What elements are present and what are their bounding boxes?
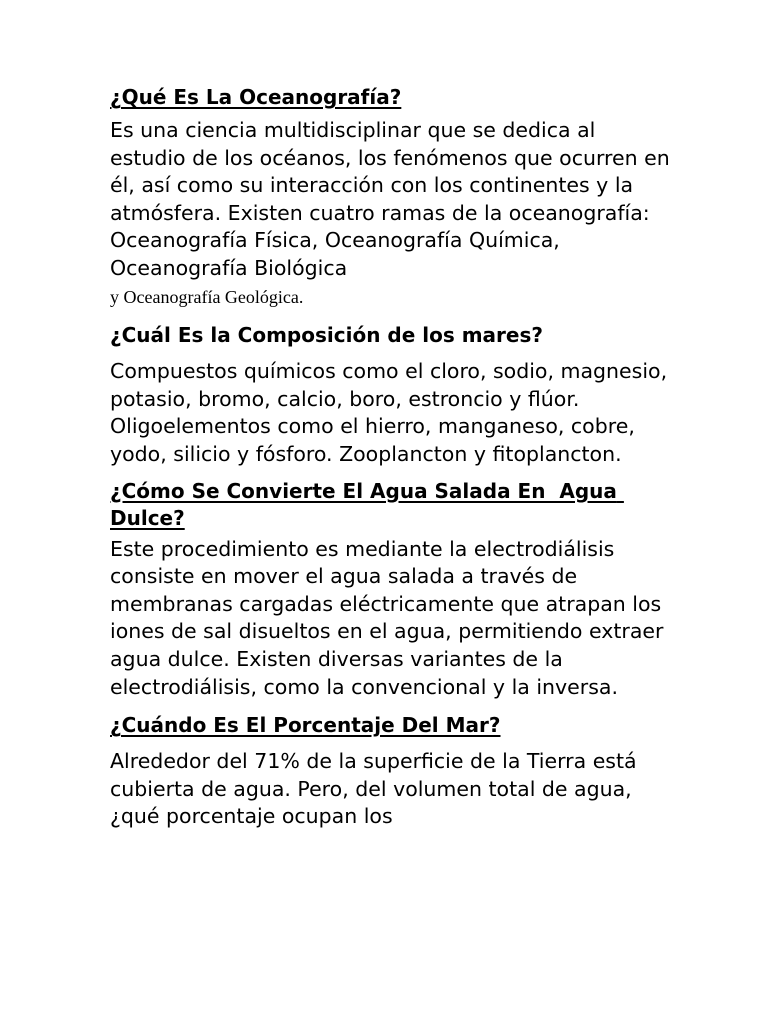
- document-body: [110, 84, 670, 831]
- section-paragraph-porcentaje: Alrededor del 71% de la superficie de la Tierra está cubierta de agua. Pero, del volumen total de agua, ¿qué porcentaje ocupan los: [110, 749, 637, 829]
- section-paragraph-agua-dulce: Este procedimiento es mediante la electrodiálisis consiste en mover el agua salada a través de membranas cargadas eléctricamente que atrapan los iones de sal disueltos en el agua, permitiendo extraer agua dulce. Existen diversas variantes de la electrodiálisis, como la convencional y la inversa.: [110, 536, 664, 699]
- section-paragraph-oceanografia: [110, 117, 670, 311]
- section-heading-oceanografia: ¿Qué Es La Oceanografía?: [110, 85, 402, 109]
- paragraph-text: Es una ciencia multidisciplinar que se dedica al estudio de los océanos, los fenómenos que ocurren en él, así como su interacción con los continentes y la atmósfera. Existen cuatro ramas de la oceanografía: Oceanografía Física, Oceanografía Química, Oceanografía Biológica: [110, 118, 670, 280]
- section-heading-composicion: ¿Cuál Es la Composición de los mares?: [110, 323, 543, 348]
- section-heading-agua-dulce: ¿Cómo Se Convierte El Agua Salada En Agua Dulce?: [110, 478, 624, 530]
- paragraph-text-tail: y Oceanografía Geológica.: [110, 286, 304, 307]
- section-paragraph-composicion: Compuestos químicos como el cloro, sodio, magnesio, potasio, bromo, calcio, boro, estroncio y flúor. Oligoelementos como el hierro, manganeso, cobre, yodo, silicio y fósforo. Zooplancton y fitoplancton.: [110, 359, 668, 466]
- section-heading-porcentaje: ¿Cuándo Es El Porcentaje Del Mar?: [110, 713, 501, 738]
